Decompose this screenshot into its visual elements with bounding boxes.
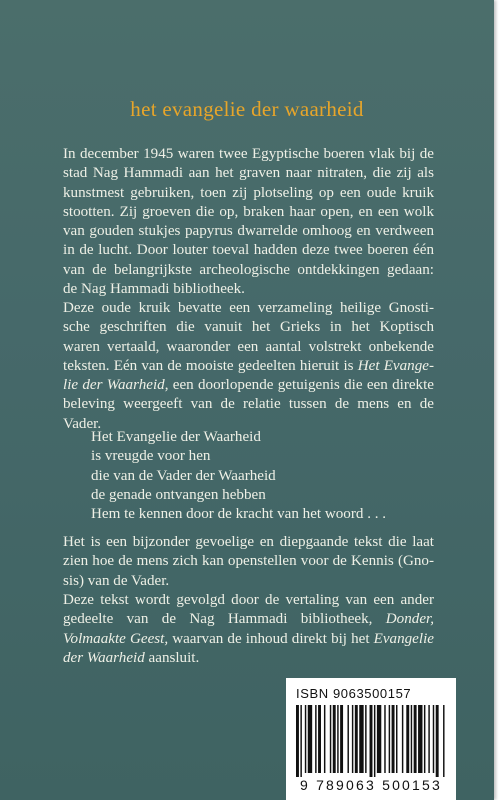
- text-line: In december 1945 waren twee Egyptische boeren vlak bij de: [63, 146, 434, 162]
- text-line: van gouden stukjes papyrus dwarrelde omhoog en verdween: [63, 223, 434, 240]
- barcode-bar: [352, 705, 353, 773]
- poem-line: is vreugde voor hen: [91, 448, 211, 465]
- text-line: kunstmest gebruiken, toen zij plotseling op een oude kruik: [63, 184, 434, 201]
- text-line: zien hoe de mens zich kan openstellen voor de Kennis (Gno-: [63, 553, 434, 570]
- barcode-bar: [384, 705, 385, 773]
- barcode-bar: [396, 705, 397, 773]
- paragraph-gnostic-writings: [63, 299, 434, 434]
- barcode-bar: [424, 705, 425, 773]
- barcode-bar: [389, 705, 390, 773]
- italic-book-title: Het Evange-: [357, 357, 434, 374]
- barcode-bar: [330, 705, 331, 773]
- barcode-bar: [337, 705, 338, 773]
- text-line: van de belangrijkste archeologische ontdekkingen gedaan:: [63, 261, 434, 278]
- barcode-icon: [296, 705, 446, 777]
- barcode-bar: [402, 705, 403, 773]
- paragraph-intro: [63, 145, 434, 299]
- text-line: stad Nag Hammadi aan het graven naar nitraten, die zij als: [63, 165, 434, 182]
- text-span: waarvan de inhoud direkt bij het: [168, 630, 374, 647]
- text-line: Vader.: [63, 415, 102, 432]
- barcode-bar: [370, 705, 373, 777]
- italic-book-title: der Waarheid: [63, 649, 145, 666]
- text-span: teksten. Eén van de mooiste gedeelten hieruit is: [63, 357, 358, 374]
- barcode-bar: [300, 705, 301, 777]
- barcode-bar: [433, 705, 434, 773]
- barcode-bar: [428, 705, 429, 773]
- barcode-bar: [315, 705, 316, 773]
- text-line: [63, 649, 434, 668]
- barcode-bar: [359, 705, 363, 773]
- barcode-bar: [347, 705, 348, 773]
- text-line: Het is een bijzonder gevoelige en diepgaande tekst die laat: [63, 534, 434, 550]
- barcode-bar: [443, 705, 444, 777]
- ean-digits: 9 789063 500153: [300, 777, 442, 793]
- poem-line: de genade ontvangen hebben: [91, 486, 266, 503]
- barcode-bar: [414, 705, 417, 773]
- italic-book-title: Donder,: [385, 611, 434, 628]
- barcode-bar: [406, 705, 409, 773]
- barcode-bar: [374, 705, 375, 777]
- barcode-bar: [324, 705, 325, 773]
- text-line: [63, 630, 434, 649]
- book-title: het evangelie der waarheid: [130, 97, 364, 121]
- paragraph-followup: [63, 591, 434, 668]
- text-line: [63, 357, 434, 376]
- text-line: in de lucht. Door louter toeval hadden deze twee boeren één: [63, 242, 434, 259]
- text-line: [63, 376, 434, 395]
- barcode-bar: [296, 705, 299, 777]
- text-line: Deze tekst wordt gevolgd door de vertaling van een ander: [63, 592, 434, 608]
- text-line: de Nag Hammadi bibliotheek.: [63, 281, 245, 298]
- barcode-bar: [305, 705, 306, 773]
- barcode-bar: [365, 705, 366, 773]
- barcode-bar: [411, 705, 412, 773]
- text-line: beleving weergeeft van de relatie tussen de mens en de: [63, 396, 434, 413]
- barcode-bar: [318, 705, 321, 773]
- barcode-bar: [333, 705, 336, 773]
- text-span: , een doorlopende getuigenis die een direkte: [164, 377, 435, 394]
- barcode-bar: [377, 705, 381, 773]
- poem-line: die van de Vader der Waarheid: [91, 467, 276, 484]
- text-span: gedeelte van de Nag Hammadi bibliotheek,: [63, 611, 386, 628]
- text-line: sis) van de Vader.: [63, 572, 170, 589]
- barcode-bar: [340, 705, 343, 773]
- barcode-bar: [308, 705, 312, 773]
- text-span: aansluit.: [144, 649, 200, 666]
- text-line: [63, 610, 434, 629]
- poem-line: Hem te kennen door de kracht van het woord . . .: [91, 506, 387, 523]
- paragraph-sensitive-text: [63, 533, 434, 591]
- italic-book-title: lie der Waarheid: [63, 377, 165, 394]
- isbn-barcode-label: [286, 678, 456, 800]
- text-line: waren vertaald, waaronder een aantal volstrekt onbekende: [63, 338, 434, 355]
- poem-line: Het Evangelie der Waarheid: [91, 429, 261, 445]
- isbn-number: ISBN 9063500157: [296, 686, 412, 701]
- italic-book-title: Evangelie: [373, 630, 434, 647]
- barcode-bar: [418, 705, 422, 773]
- text-line: sche geschriften die vanuit het Grieks in het Koptisch: [63, 319, 434, 336]
- text-line: stootten. Zij groeven die op, braken haar open, en een wolk: [63, 203, 434, 220]
- poem-quote: [91, 428, 386, 524]
- text-line: Deze oude kruik bevatte een verzameling heilige Gnosti-: [63, 300, 434, 316]
- italic-book-title: Volmaakte Geest,: [63, 630, 169, 647]
- barcode-bar: [355, 705, 358, 773]
- barcode-bar: [436, 705, 439, 777]
- barcode-bar: [392, 705, 395, 773]
